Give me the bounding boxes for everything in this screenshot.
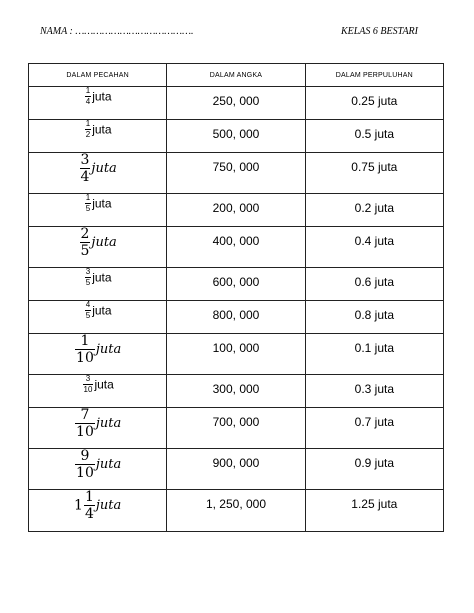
decimal-value: 0.4 juta: [354, 234, 395, 248]
fraction-unit: juta: [95, 498, 122, 513]
fraction: [80, 227, 91, 258]
fraction-cell: [29, 153, 167, 194]
table-row: [29, 490, 444, 532]
table-row: [29, 375, 444, 408]
decimal-value: 0.5 juta: [354, 127, 395, 141]
fraction-cell: [29, 268, 167, 301]
fraction-denominator: 5: [85, 278, 91, 287]
fraction-denominator: 10: [76, 465, 94, 481]
worksheet-header: [40, 26, 418, 44]
fraction-denominator: 5: [85, 204, 91, 213]
header-number: DALAM ANGKA: [167, 64, 305, 87]
table-row: [29, 153, 444, 194]
fraction-unit: juta: [92, 89, 112, 104]
fraction-numerator: 1: [85, 193, 91, 202]
table-header-row: [29, 64, 444, 87]
number-cell: [167, 194, 305, 227]
fraction-numerator: 2: [80, 226, 90, 242]
name-field-label: NAMA : ………………………………….: [40, 26, 194, 37]
table-row: [29, 120, 444, 153]
fraction-cell: [29, 301, 167, 334]
number-value: 800, 000: [212, 308, 260, 322]
fraction-table: [28, 63, 444, 532]
number-cell: [167, 227, 305, 268]
decimal-cell: [305, 268, 443, 301]
fraction-unit: juta: [92, 122, 112, 137]
fraction-unit: juta: [94, 377, 114, 392]
fraction: [85, 268, 91, 287]
number-cell: [167, 120, 305, 153]
table-row: [29, 334, 444, 375]
fraction-unit: juta: [92, 270, 112, 285]
decimal-cell: [305, 449, 443, 490]
fraction: [80, 153, 91, 184]
fraction-denominator: 10: [76, 350, 94, 366]
fraction: [85, 194, 91, 213]
fraction-numerator: 3: [85, 374, 91, 383]
number-value: 900, 000: [212, 456, 260, 470]
fraction-numerator: 4: [85, 300, 91, 309]
number-cell: [167, 449, 305, 490]
fraction-denominator: 4: [84, 506, 94, 522]
header-decimal: DALAM PERPULUHAN: [305, 64, 443, 87]
table-row: [29, 449, 444, 490]
class-label: KELAS 6 BESTARI: [340, 26, 418, 37]
fraction: [85, 120, 91, 139]
fraction-unit: juta: [92, 196, 112, 211]
number-value: 400, 000: [212, 234, 260, 248]
fraction-unit: juta: [95, 342, 122, 357]
fraction-denominator: 5: [80, 243, 90, 259]
decimal-value: 0.6 juta: [354, 275, 395, 289]
number-cell: [167, 153, 305, 194]
decimal-value: 0.25 juta: [351, 94, 398, 108]
number-cell: [167, 334, 305, 375]
fraction: [75, 334, 95, 365]
number-value: 100, 000: [212, 341, 260, 355]
fraction-denominator: 4: [85, 97, 91, 106]
decimal-value: 0.3 juta: [354, 382, 395, 396]
fraction-cell: [29, 334, 167, 375]
number-cell: [167, 490, 305, 532]
fraction-cell: [29, 194, 167, 227]
fraction-cell: [29, 408, 167, 449]
number-value: 200, 000: [212, 201, 260, 215]
decimal-cell: [305, 120, 443, 153]
decimal-cell: [305, 194, 443, 227]
fraction: [85, 87, 91, 106]
fraction-denominator: 4: [80, 169, 90, 185]
fraction-unit: juta: [91, 235, 117, 250]
decimal-cell: [305, 153, 443, 194]
number-value: 250, 000: [212, 94, 260, 108]
fraction: [85, 301, 91, 320]
number-value: 750, 000: [212, 160, 260, 174]
fraction-denominator: 10: [83, 385, 93, 394]
fraction: [75, 449, 95, 480]
fraction-numerator: 9: [80, 448, 90, 464]
fraction-cell: [29, 227, 167, 268]
fraction-unit: juta: [95, 416, 122, 431]
fraction: [75, 408, 95, 439]
decimal-cell: [305, 375, 443, 408]
fraction-numerator: 3: [85, 267, 91, 276]
number-cell: [167, 408, 305, 449]
decimal-value: 1.25 juta: [351, 497, 398, 511]
decimal-value: 0.1 juta: [354, 341, 395, 355]
fraction-unit: juta: [92, 303, 112, 318]
decimal-cell: [305, 87, 443, 120]
fraction-cell: [29, 120, 167, 153]
fraction-cell: [29, 375, 167, 408]
fraction-whole: 1: [74, 497, 83, 514]
decimal-value: 0.7 juta: [354, 415, 395, 429]
decimal-cell: [305, 490, 443, 532]
table-row: [29, 227, 444, 268]
fraction: [83, 375, 94, 394]
fraction: [84, 490, 95, 521]
fraction-denominator: 2: [85, 130, 91, 139]
decimal-value: 0.9 juta: [354, 456, 395, 470]
number-cell: [167, 375, 305, 408]
fraction-unit: juta: [91, 161, 117, 176]
decimal-value: 0.75 juta: [351, 160, 398, 174]
decimal-value: 0.8 juta: [354, 308, 395, 322]
number-cell: [167, 87, 305, 120]
fraction-cell: [29, 87, 167, 120]
number-cell: [167, 268, 305, 301]
table-row: [29, 408, 444, 449]
fraction-cell: [29, 490, 167, 532]
fraction-numerator: 1: [80, 333, 90, 349]
table-row: [29, 301, 444, 334]
fraction-denominator: 10: [76, 424, 94, 440]
fraction-cell: [29, 449, 167, 490]
number-value: 500, 000: [212, 127, 260, 141]
fraction-numerator: 1: [85, 86, 91, 95]
number-value: 700, 000: [212, 415, 260, 429]
number-value: 1, 250, 000: [205, 497, 267, 511]
decimal-cell: [305, 227, 443, 268]
fraction-numerator: 3: [80, 152, 90, 168]
fraction-numerator: 1: [84, 489, 94, 505]
decimal-cell: [305, 301, 443, 334]
table-row: [29, 194, 444, 227]
decimal-cell: [305, 334, 443, 375]
decimal-value: 0.2 juta: [354, 201, 395, 215]
fraction-numerator: 1: [85, 119, 91, 128]
fraction-unit: juta: [95, 457, 122, 472]
number-value: 300, 000: [212, 382, 260, 396]
number-cell: [167, 301, 305, 334]
number-value: 600, 000: [212, 275, 260, 289]
fraction-numerator: 7: [80, 407, 90, 423]
table-row: [29, 268, 444, 301]
decimal-cell: [305, 408, 443, 449]
table-row: [29, 87, 444, 120]
header-fraction: DALAM PECAHAN: [29, 64, 167, 87]
fraction-denominator: 5: [85, 311, 91, 320]
